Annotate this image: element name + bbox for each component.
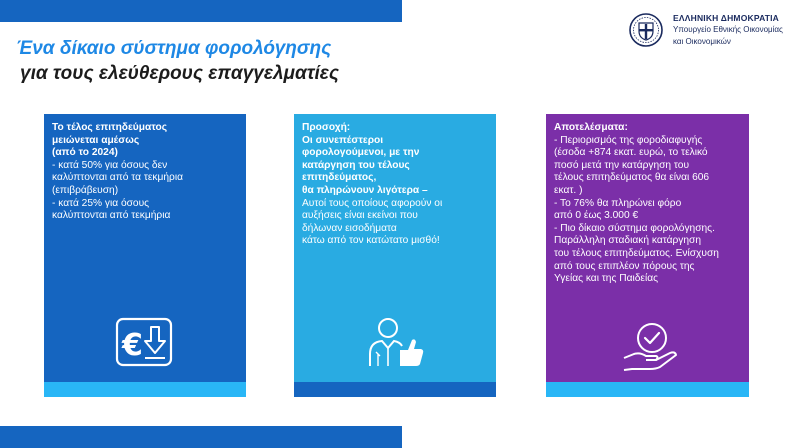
panel-line: ποσό μετά την κατάργηση του [554,159,690,171]
panel-bold-line: φορολογούμενοι, με την [302,147,420,159]
panel-fee-reduction [44,114,246,397]
panel-bold-line: Οι συνεπέστεροι [302,134,384,146]
hand-checkmark-icon [620,320,682,372]
panel-bold-line: Προσοχή: [302,122,351,133]
panel-bold-line: Αποτελέσματα: [554,122,628,133]
euro-down-arrow-icon [115,317,173,367]
panel-line: κάτω από τον κατώτατο μισθό! [302,235,440,247]
panel-line: δήλωναν εισοδήματα [302,222,397,234]
government-header [673,13,795,47]
panel-stripe [44,382,246,397]
panel-results [546,114,749,397]
panel-line: - κατά 25% για όσους [52,197,150,209]
panel-stripe [294,382,496,397]
svg-text:€: € [122,328,143,363]
government-name: ΕΛΛΗΝΙΚΗ ΔΗΜΟΚΡΑΤΙΑ [673,13,780,23]
person-thumbs-up-icon [366,314,426,370]
bottom-accent-bar [0,426,402,448]
panel-line: - Περιορισμός της φοροδιαφυγής [554,134,703,146]
panel-stripe [546,382,749,397]
panel-line: εκατ. ) [554,184,583,196]
panel-bold-line: (από το 2024) [52,147,118,159]
panel-text [302,122,490,248]
top-accent-bar [0,0,402,22]
panel-line: - Το 76% θα πληρώνει φόρο [554,197,682,209]
panel-line: του τέλους επιτηδεύματος. Ενίσχυση [554,247,719,259]
panel-line: καλύπτονται από τα τεκμήρια [52,172,183,184]
ministry-line-1: Υπουργείο Εθνικής Οικονομίας [673,25,783,34]
greek-coat-of-arms-icon [628,12,664,48]
panel-line: αυξήσεις είναι εκείνοι που [302,210,418,222]
panel-bold-line: επιτηδεύματος, [302,172,377,184]
panel-line: καλύπτονται από τεκμήρια [52,210,171,222]
panel-line: - Πιο δίκαιο σύστημα φορολόγησης. [554,222,715,234]
panel-attention [294,114,496,397]
panel-line: τέλους επιτηδεύματος θα είναι 606 [554,172,710,184]
panel-line: από 0 έως 3.000 € [554,210,639,222]
slide-title [16,36,339,86]
panel-line: - κατά 50% για όσους δεν [52,159,168,171]
panel-bold-line: Το τέλος επιτηδεύματος [52,122,168,133]
panel-line: Παράλληλη σταδιακή κατάργηση [554,235,701,247]
panel-bold-line: μειώνεται αμέσως [52,134,140,146]
ministry-line-2: και Οικονομικών [673,37,731,46]
panel-text [52,122,240,223]
title-line-1: Ένα δίκαιο σύστημα φορολόγησης [16,38,332,59]
panel-bold-line: κατάργηση του τέλους [302,159,410,171]
panel-text [554,122,743,286]
panel-line: (έσοδα +874 εκατ. ευρώ, το τελικό [554,147,708,159]
panel-line: Αυτοί τους οποίους αφορούν οι [302,197,443,209]
panel-bold-line: θα πληρώνουν λιγότερα – [302,184,428,196]
panel-line: από τους επιπλέον πόρους της [554,260,695,272]
panel-line: (επιβράβευση) [52,184,119,196]
title-line-2: για τους ελεύθερους επαγγελματίες [20,63,339,84]
panel-line: Υγείας και της Παιδείας [554,273,659,285]
